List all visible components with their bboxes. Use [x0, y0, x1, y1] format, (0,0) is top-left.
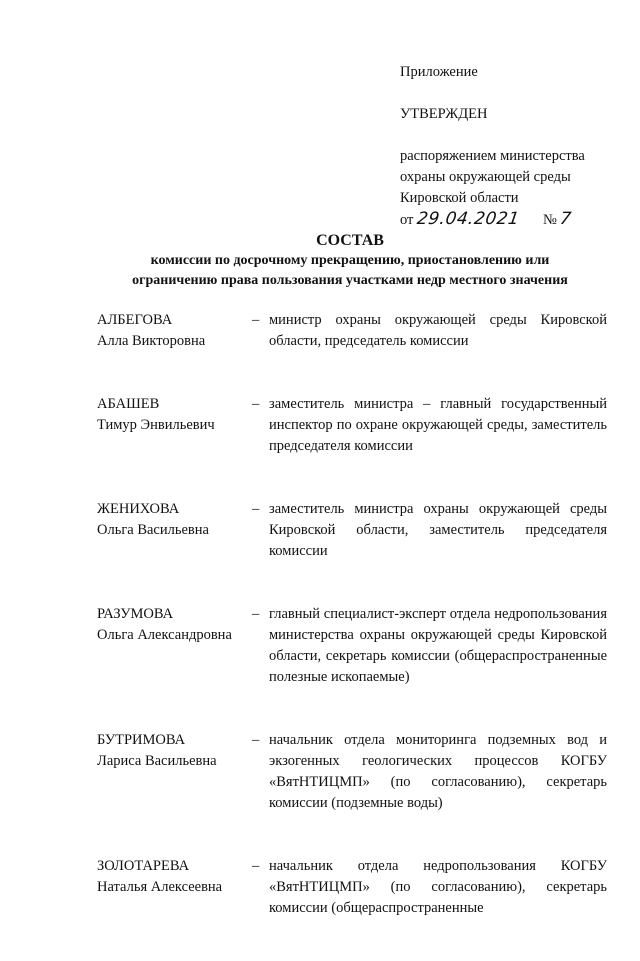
- member-surname: АЛБЕГОВА: [97, 312, 173, 328]
- member-dash: –: [252, 312, 260, 328]
- member-entry: [97, 394, 607, 457]
- member-name: [97, 310, 260, 352]
- member-entry: [97, 310, 607, 352]
- member-surname: ЗОЛОТАРЕВА: [97, 858, 190, 874]
- member-dash: –: [252, 858, 260, 874]
- member-given-names: Ольга Александровна: [97, 627, 232, 643]
- member-role: начальник отдела недропользования КОГБУ «ВятНТИЦМП» (по согласованию), секретарь комиссии (общераспространенные: [269, 858, 607, 916]
- date-number-line: [400, 209, 630, 231]
- document-subtitle-line-2: ограничению права пользования участками недр местного значения: [132, 273, 568, 288]
- member-surname: БУТРИМОВА: [97, 732, 186, 748]
- member-surname: АБАШЕВ: [97, 396, 160, 412]
- member-role: министр охраны окружающей среды Кировской области, председатель комиссии: [269, 312, 607, 349]
- member-role: начальник отдела мониторинга подземных вод и экзогенных геологических процессов КОГБУ «ВятНТИЦМП» (по согласованию), секретарь комиссии (подземные воды): [269, 732, 607, 811]
- member-dash: –: [252, 396, 260, 412]
- approved-label: УТВЕРЖДЕН: [400, 106, 488, 122]
- member-name: [97, 499, 260, 541]
- order-line-1: распоряжением министерства: [400, 148, 585, 164]
- order-line-3: Кировской области: [400, 190, 519, 206]
- approval-block: [400, 62, 630, 231]
- member-name: [97, 856, 260, 898]
- member-dash: –: [252, 732, 260, 748]
- member-entry: [97, 604, 607, 688]
- member-given-names: Ольга Васильевна: [97, 522, 209, 538]
- handwritten-number: 7: [559, 209, 574, 229]
- member-surname: РАЗУМОВА: [97, 606, 174, 622]
- member-surname: ЖЕНИХОВА: [97, 501, 180, 517]
- member-role: заместитель министра охраны окружающей среды Кировской области, заместитель председателя комиссии: [269, 501, 607, 559]
- order-line-2: охраны окружающей среды: [400, 169, 571, 185]
- member-entry: [97, 856, 607, 919]
- member-given-names: Тимур Энвильевич: [97, 417, 215, 433]
- member-entry: [97, 499, 607, 562]
- member-dash: –: [252, 501, 260, 517]
- member-given-names: Наталья Алексеевна: [97, 879, 223, 895]
- document-heading: [100, 230, 600, 291]
- number-sign: №: [543, 212, 557, 228]
- member-entry: [97, 730, 607, 814]
- appendix-label: Приложение: [400, 64, 478, 80]
- member-name: [97, 730, 260, 772]
- member-role: заместитель министра – главный государственный инспектор по охране окружающей среды, заместитель председателя комиссии: [269, 396, 607, 454]
- date-prefix: от: [400, 212, 414, 228]
- handwritten-date: 29.04.2021: [415, 209, 521, 229]
- member-role: главный специалист-эксперт отдела недропользования министерства охраны окружающей среды Кировской области, секретарь комиссии (общераспространенные полезные ископаемые): [269, 606, 607, 685]
- members-list: [97, 310, 607, 961]
- member-name: [97, 604, 260, 646]
- member-given-names: Алла Викторовна: [97, 333, 206, 349]
- document-title: СОСТАВ: [316, 232, 384, 249]
- document-subtitle-line-1: комиссии по досрочному прекращению, приостановлению или: [150, 253, 550, 268]
- member-given-names: Лариса Васильевна: [97, 753, 217, 769]
- member-name: [97, 394, 260, 436]
- member-dash: –: [252, 606, 260, 622]
